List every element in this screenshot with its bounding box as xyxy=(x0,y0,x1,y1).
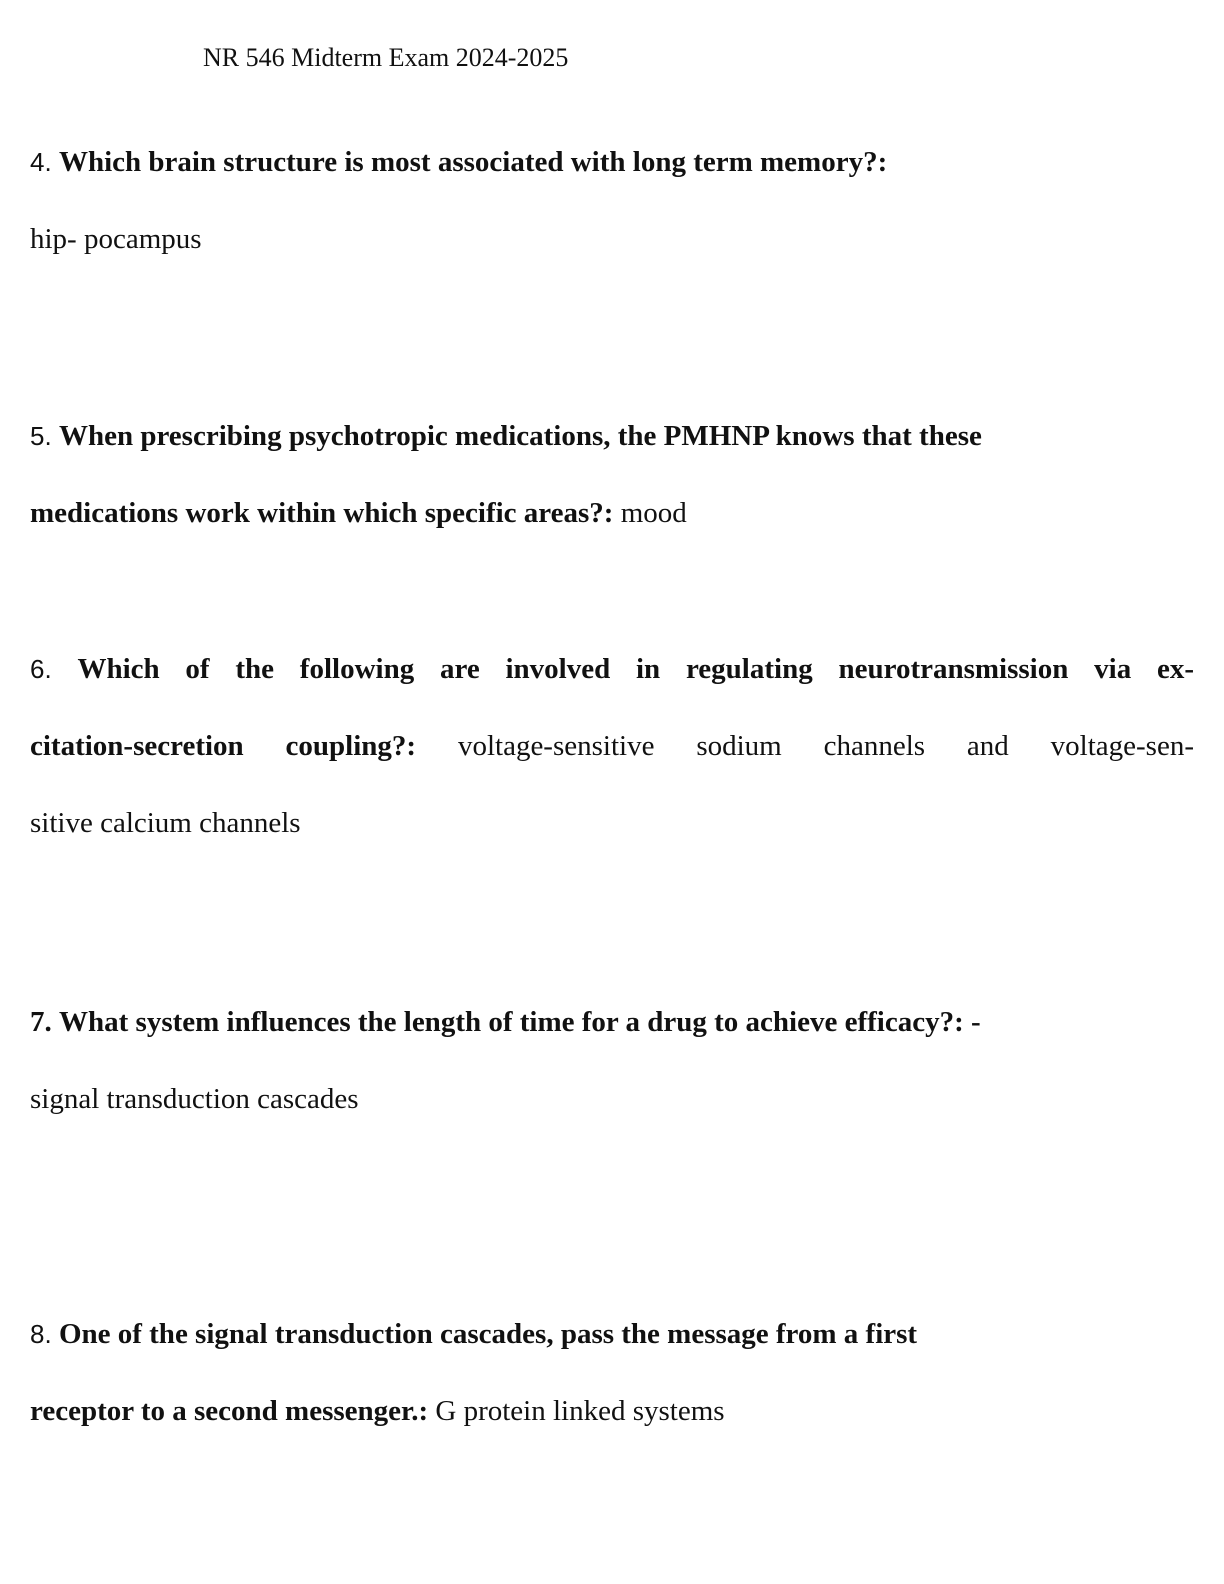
question-line xyxy=(30,475,1194,552)
question-text: medications work within which specific areas?: xyxy=(30,497,614,529)
question-line xyxy=(30,124,1194,201)
question-line xyxy=(30,1373,1194,1450)
answer-text: signal transduction cascades xyxy=(30,1083,359,1115)
question-text: Which brain structure is most associated with long term memory?: xyxy=(58,146,888,178)
question-number: 5. xyxy=(30,421,52,451)
qa-item-5 xyxy=(30,398,1194,552)
question-line xyxy=(30,708,1194,785)
question-number: 4. xyxy=(30,147,52,177)
answer-text: sitive calcium channels xyxy=(30,807,301,839)
answer-text: G protein linked systems xyxy=(435,1395,725,1427)
question-line xyxy=(30,398,1194,475)
answer-text: hip- pocampus xyxy=(30,223,202,255)
question-line xyxy=(30,631,1194,708)
answer-text: voltage-sensitive sodium channels and voltage-sen- xyxy=(457,730,1194,762)
question-line xyxy=(30,1296,1194,1373)
question-number: 6. xyxy=(30,654,52,684)
answer-text: mood xyxy=(620,497,687,529)
qa-item-8 xyxy=(30,1296,1194,1450)
question-text: When prescribing psychotropic medications, the PMHNP knows that these xyxy=(58,420,982,452)
question-number: 7. xyxy=(30,1006,52,1038)
question-number: 8. xyxy=(30,1319,52,1349)
question-line xyxy=(30,984,1194,1061)
question-text: One of the signal transduction cascades, pass the message from a first xyxy=(58,1318,918,1350)
qa-item-7 xyxy=(30,984,1194,1138)
question-text: citation-secretion coupling?: xyxy=(30,730,417,762)
question-text: receptor to a second messenger.: xyxy=(30,1395,429,1427)
qa-item-4 xyxy=(30,124,1194,278)
page-header: NR 546 Midterm Exam 2024-2025 xyxy=(203,43,569,72)
question-text: What system influences the length of time for a drug to achieve efficacy?: - xyxy=(59,1006,981,1038)
question-text: Which of the following are involved in regulating neurotransmission via ex- xyxy=(77,653,1194,685)
qa-item-6 xyxy=(30,631,1194,862)
